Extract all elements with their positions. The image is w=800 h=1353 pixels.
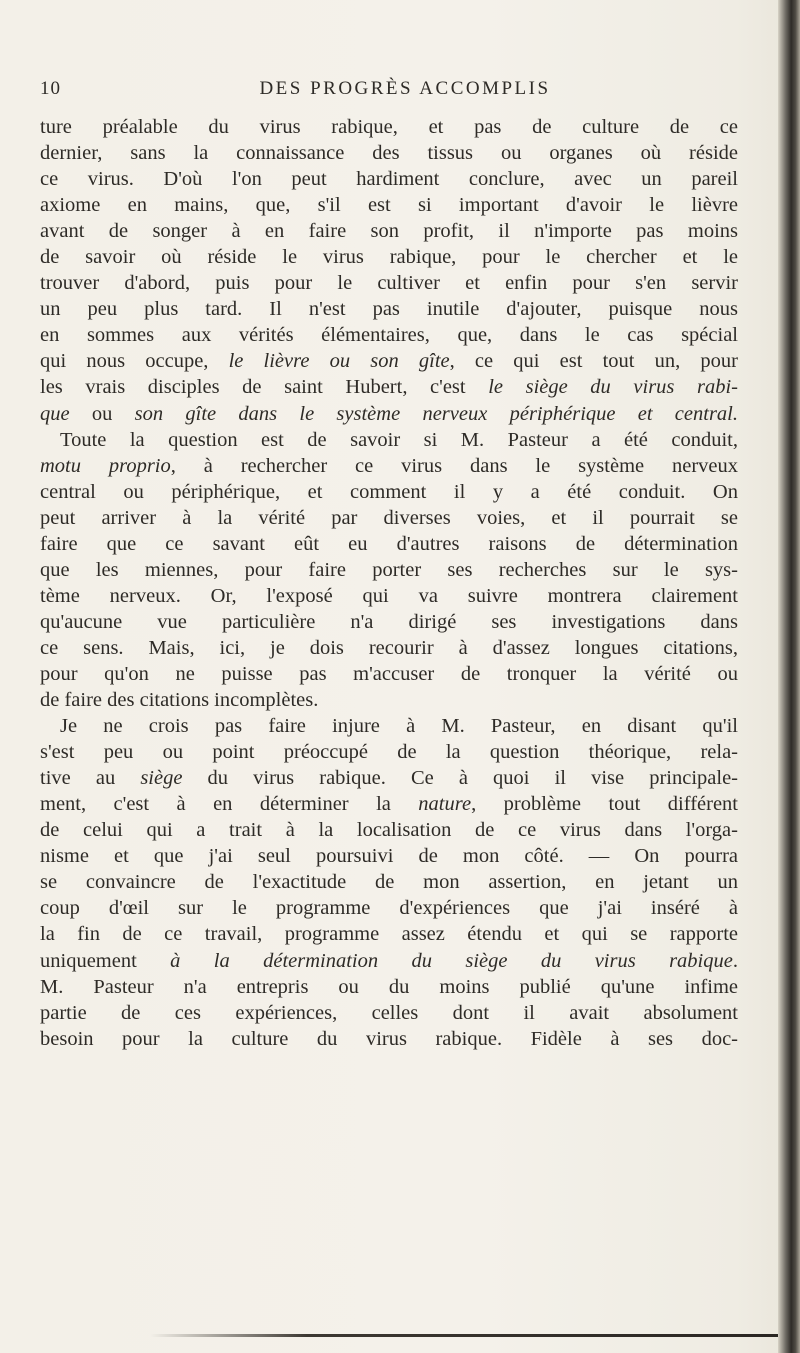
- text-line: [40, 921, 738, 947]
- text-line: [40, 244, 738, 270]
- text-segment: ou: [69, 402, 135, 425]
- text-segment: trouver d'abord, puis pour le cultiver et enfin pour s'en servir: [40, 272, 738, 295]
- text-segment: Toute la question est de savoir si M. Pasteur a été conduit,: [60, 428, 738, 451]
- text-line: [40, 479, 738, 505]
- text-segment: tème nerveux. Or, l'exposé qui va suivre montrera clairement: [40, 584, 738, 607]
- page-number: 10: [40, 78, 61, 99]
- text-line: [40, 635, 738, 661]
- text-segment: pour qu'on ne puisse pas m'accuser de tronquer la vérité ou: [40, 662, 738, 685]
- text-segment: uniquement: [40, 949, 171, 972]
- text-line: [40, 192, 738, 218]
- text-line: [40, 791, 738, 817]
- text-line: [40, 557, 738, 583]
- text-segment: , ce qui est tout un, pour: [449, 350, 738, 373]
- text-segment: partie de ces expériences, celles dont il avait absolument: [40, 1001, 738, 1024]
- text-segment: , problème tout différent: [471, 793, 738, 816]
- text-segment: .: [732, 949, 738, 972]
- text-segment: du virus rabique. Ce à quoi il vise principale-: [182, 767, 738, 790]
- text-segment: se convaincre de l'exactitude de mon assertion, en jetant un: [40, 871, 738, 894]
- text-line: [40, 453, 738, 479]
- text-line: [40, 322, 738, 348]
- text-line: [40, 531, 738, 557]
- italic-text: que: [40, 402, 70, 425]
- text-line: [40, 296, 738, 322]
- text-line: [40, 817, 738, 843]
- text-segment: ce virus. D'où l'on peut hardiment conclure, avec un pareil: [40, 168, 738, 191]
- italic-text: à la détermination du siège du virus rabique: [170, 949, 733, 972]
- italic-text: le siège du virus rabi-: [488, 376, 738, 399]
- text-line: [40, 609, 738, 635]
- page-header: [40, 78, 740, 108]
- italic-text: son gîte dans le système nerveux périphérique et central.: [134, 402, 738, 425]
- text-segment: qu'aucune vue particulière n'a dirigé ses investigations dans: [40, 610, 738, 633]
- italic-text: le lièvre ou son gîte: [228, 350, 450, 373]
- text-line: [40, 713, 738, 739]
- text-line: [40, 166, 738, 192]
- text-segment: que les miennes, pour faire porter ses recherches sur le sys-: [40, 558, 738, 581]
- text-segment: dernier, sans la connaissance des tissus ou organes où réside: [40, 142, 738, 165]
- text-line: [40, 583, 738, 609]
- text-segment: ture préalable du virus rabique, et pas de culture de ce: [40, 116, 738, 138]
- text-line: [40, 348, 738, 374]
- text-line: [40, 1026, 738, 1052]
- text-line: [40, 765, 738, 791]
- text-segment: la fin de ce travail, programme assez étendu et qui se rapporte: [40, 923, 738, 946]
- text-segment: qui nous occupe,: [40, 350, 229, 373]
- text-segment: coup d'œil sur le programme d'expériences que j'ai inséré à: [40, 897, 738, 920]
- text-line: [40, 974, 738, 1000]
- text-line: [40, 895, 738, 921]
- italic-text: motu proprio: [40, 454, 171, 477]
- text-line: [40, 739, 738, 765]
- text-line: [40, 270, 738, 296]
- text-segment: peut arriver à la vérité par diverses voies, et il pourrait se: [40, 506, 738, 529]
- text-segment: de savoir où réside le virus rabique, pour le chercher et le: [40, 246, 738, 269]
- text-line: [40, 218, 738, 244]
- text-segment: de celui qui a trait à la localisation de ce virus dans l'orga-: [40, 819, 738, 842]
- text-line: [40, 687, 738, 713]
- page-bottom-shadow: [150, 1334, 778, 1337]
- text-segment: de faire des citations incomplètes.: [40, 689, 319, 712]
- text-segment: avant de songer à en faire son profit, il n'importe pas moins: [40, 220, 738, 243]
- text-line: [40, 869, 738, 895]
- text-segment: s'est peu ou point préoccupé de la question théorique, rela-: [40, 741, 738, 764]
- text-line: [40, 114, 738, 140]
- text-segment: en sommes aux vérités élémentaires, que, dans le cas spécial: [40, 324, 738, 347]
- text-line: [40, 661, 738, 687]
- text-segment: ment, c'est à en déterminer la: [40, 793, 419, 816]
- text-segment: faire que ce savant eût eu d'autres raisons de détermination: [40, 532, 738, 555]
- text-line: [40, 427, 738, 453]
- text-segment: les vrais disciples de saint Hubert, c'est: [40, 376, 489, 399]
- page-edge: [778, 0, 800, 1353]
- text-line: [40, 374, 738, 400]
- text-segment: un peu plus tard. Il n'est pas inutile d'ajouter, puisque nous: [40, 298, 738, 321]
- italic-text: siège: [140, 767, 183, 790]
- text-segment: axiome en mains, que, s'il est si important d'avoir le lièvre: [40, 194, 738, 217]
- text-line: [40, 140, 738, 166]
- text-segment: besoin pour la culture du virus rabique. Fidèle à ses doc-: [40, 1027, 738, 1050]
- text-segment: ce sens. Mais, ici, je dois recourir à d'assez longues citations,: [40, 636, 738, 659]
- text-line: [40, 401, 738, 427]
- text-line: [40, 505, 738, 531]
- text-segment: nisme et que j'ai seul poursuivi de mon côté. — On pourra: [40, 845, 738, 868]
- text-line: [40, 948, 738, 974]
- text-line: [40, 843, 738, 869]
- italic-text: nature: [418, 793, 472, 816]
- text-segment: Je ne crois pas faire injure à M. Pasteur, en disant qu'il: [60, 715, 738, 738]
- text-segment: tive au: [40, 767, 141, 790]
- text-segment: central ou périphérique, et comment il y a été conduit. On: [40, 480, 738, 503]
- text-line: [40, 1000, 738, 1026]
- text-segment: M. Pasteur n'a entrepris ou du moins publié qu'une infime: [40, 975, 738, 998]
- text-segment: , à rechercher ce virus dans le système nerveux: [170, 454, 739, 477]
- running-head: DES PROGRÈS ACCOMPLIS: [259, 78, 551, 99]
- body-text: [40, 114, 738, 1052]
